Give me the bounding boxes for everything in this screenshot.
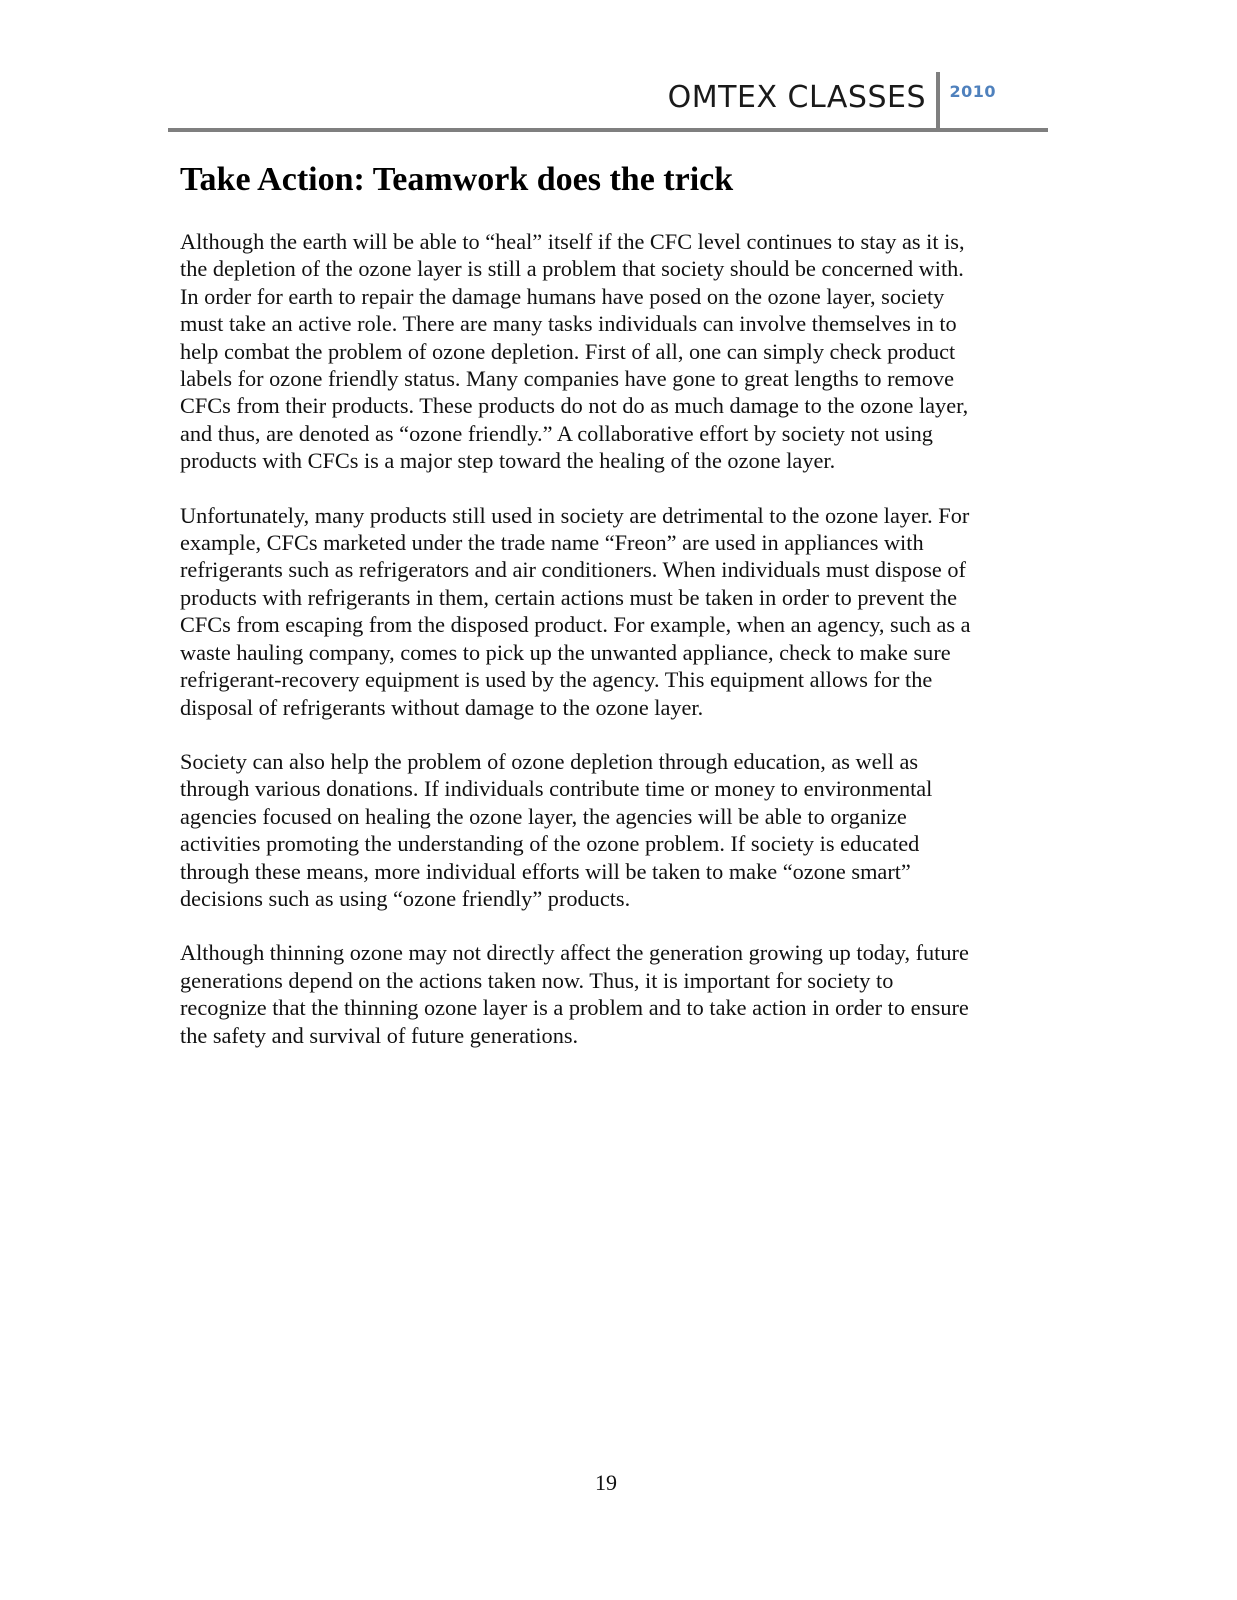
text-line: Although the earth will be able to “heal” itself if the CFC level continues to stay as it is, [180,229,965,254]
text-line: the depletion of the ozone layer is still a problem that society should be concerned with. [180,256,964,282]
text-line: products with refrigerants in them, certain actions must be taken in order to prevent the [180,584,958,610]
header-rule [168,128,1048,132]
text-line: the safety and survival of future generations. [180,1022,579,1048]
text-line: through these means, more individual efforts will be taken to make “ozone smart” [180,858,911,884]
paragraph [180,939,1060,1049]
paragraph [180,502,1060,721]
text-line: example, CFCs marketed under the trade name “Freon” are used in appliances with [180,530,924,556]
text-line: refrigerant-recovery equipment is used by the agency. This equipment allows for the [180,667,933,693]
text-line: labels for ozone friendly status. Many companies have gone to great lengths to remove [180,366,954,392]
text-line: disposal of refrigerants without damage to the ozone layer. [180,694,704,720]
page-number: 19 [595,1470,617,1495]
text-line: agencies focused on healing the ozone layer, the agencies will be able to organize [180,803,907,829]
text-line: decisions such as using “ozone friendly” products. [180,885,631,911]
text-line: must take an active role. There are many tasks individuals can involve themselves in to [180,311,957,337]
section-heading: Take Action: Teamwork does the trick [180,161,734,198]
page-content [180,158,1060,1076]
page-header [168,68,1048,132]
text-line: Society can also help the problem of ozone depletion through education, as well as [180,748,919,774]
text-line: Although thinning ozone may not directly affect the generation growing up today, future [180,940,969,966]
header-year: 2010 [949,82,996,101]
text-line: and thus, are denoted as “ozone friendly.” A collaborative effort by society not using [180,420,933,446]
text-line: CFCs from their products. These products do not do as much damage to the ozone layer, [180,393,969,419]
text-line: waste hauling company, comes to pick up the unwanted appliance, check to make sure [180,639,951,665]
text-line: help combat the problem of ozone depletion. First of all, one can simply check product [180,338,956,364]
text-line: CFCs from escaping from the disposed product. For example, when an agency, such as a [180,612,971,638]
body-text [180,228,1060,1049]
text-line: In order for earth to repair the damage humans have posed on the ozone layer, society [180,283,945,309]
text-line: generations depend on the actions taken now. Thus, it is important for society to [180,967,894,993]
paragraph [180,228,1060,475]
text-line: recognize that the thinning ozone layer is a problem and to take action in order to ensure [180,995,969,1021]
text-line: activities promoting the understanding of the ozone problem. If society is educated [180,831,920,857]
text-line: Unfortunately, many products still used in society are detrimental to the ozone layer. For [180,502,970,528]
header-title: OMTEX CLASSES [667,80,926,115]
text-line: products with CFCs is a major step toward the healing of the ozone layer. [180,448,836,474]
paragraph [180,748,1060,912]
text-line: refrigerants such as refrigerators and air conditioners. When individuals must dispose of [180,557,966,583]
header-divider [936,72,940,128]
text-line: through various donations. If individuals contribute time or money to environmental [180,776,933,802]
